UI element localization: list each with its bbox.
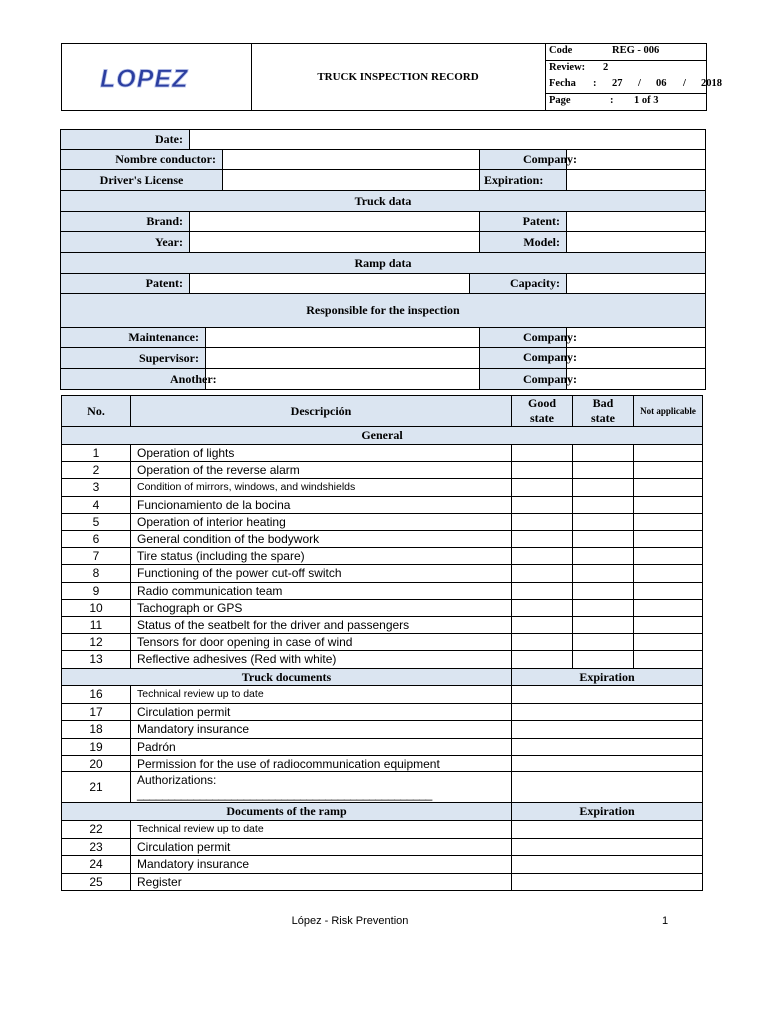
item-number: 25 (61, 873, 131, 892)
review-value: 2 (603, 61, 609, 73)
company-label-2: Company: (523, 330, 578, 344)
item-number: 7 (61, 547, 131, 565)
bad-state-checkbox[interactable] (572, 564, 634, 582)
item-description: Reflective adhesives (Red with white) (130, 650, 512, 668)
document-header (61, 43, 722, 111)
good-state-checkbox[interactable] (511, 599, 573, 617)
col-not-applicable-header: Not applicable (633, 395, 703, 427)
brand-field[interactable] (189, 211, 480, 232)
truck-documents-section: Truck documents (61, 668, 512, 686)
brand-label: Brand: (60, 211, 190, 232)
driver-name-field[interactable] (222, 149, 480, 170)
item-description: Permission for the use of radiocommunication equipment (130, 755, 512, 772)
another-company-field[interactable] (566, 368, 706, 390)
item-description: Register (130, 873, 512, 892)
item-description: Operation of the reverse alarm (130, 461, 512, 479)
not-applicable-checkbox[interactable] (633, 547, 703, 565)
not-applicable-checkbox[interactable] (633, 650, 703, 668)
bad-state-checkbox[interactable] (572, 547, 634, 565)
bad-state-checkbox[interactable] (572, 444, 634, 462)
general-section: General (61, 426, 703, 445)
item-description (130, 771, 512, 803)
bad-state-checkbox[interactable] (572, 530, 634, 548)
authorizations-label: Authorizations: (137, 773, 217, 787)
license-expiration-field[interactable] (566, 169, 706, 191)
bad-state-checkbox[interactable] (572, 582, 634, 600)
item-description: Operation of lights (130, 444, 512, 462)
bad-state-line-2: state (591, 411, 615, 425)
lopez-logo (98, 62, 218, 96)
item-number: 16 (61, 685, 131, 704)
not-applicable-checkbox[interactable] (633, 599, 703, 617)
not-applicable-checkbox[interactable] (633, 633, 703, 651)
svg-text:LOPEZ: LOPEZ (100, 65, 189, 93)
expiration-label: Expiration: (479, 169, 567, 191)
col-good-state-header (511, 395, 573, 427)
ramp-patent-field[interactable] (189, 273, 470, 294)
truck-patent-label: Patent: (479, 211, 567, 232)
good-state-checkbox[interactable] (511, 616, 573, 634)
company-label-1: Company: (523, 152, 578, 166)
responsible-section: Responsible for the inspection (60, 293, 706, 328)
bad-state-checkbox[interactable] (572, 633, 634, 651)
expiration-field[interactable] (511, 820, 703, 839)
date-label: Date: (60, 129, 190, 150)
review-label: Review: (549, 61, 586, 73)
not-applicable-checkbox[interactable] (633, 478, 703, 496)
ramp-patent-label: Patent: (60, 273, 190, 294)
not-applicable-checkbox[interactable] (633, 496, 703, 514)
item-number: 21 (61, 771, 131, 803)
date-field[interactable] (189, 129, 706, 150)
meta-fecha-row (545, 77, 722, 94)
truck-documents-expiration-header: Expiration (511, 668, 703, 686)
col-description-header: Descripción (130, 395, 512, 427)
item-description: Tensors for door opening in case of wind (130, 633, 512, 651)
expiration-field[interactable] (511, 703, 703, 722)
item-description: Circulation permit (130, 703, 512, 722)
item-description: Circulation permit (130, 838, 512, 857)
good-state-checkbox[interactable] (511, 547, 573, 565)
maintenance-label: Maintenance: (60, 327, 206, 348)
meta-code-row (545, 44, 706, 61)
company-label-3: Company: (523, 350, 578, 364)
not-applicable-checkbox[interactable] (633, 461, 703, 479)
item-description: Condition of mirrors, windows, and windshields (130, 478, 512, 496)
item-number: 5 (61, 513, 131, 531)
not-applicable-checkbox[interactable] (633, 616, 703, 634)
bad-state-checkbox[interactable] (572, 599, 634, 617)
supervisor-label: Supervisor: (60, 347, 206, 369)
item-description: Padrón (130, 738, 512, 757)
item-description: Funcionamiento de la bocina (130, 496, 512, 514)
expiration-field[interactable] (511, 838, 703, 857)
logo-cell (62, 44, 252, 110)
page-label: Page (549, 95, 571, 106)
item-description: Technical review up to date (130, 685, 512, 704)
item-number: 18 (61, 720, 131, 739)
supervisor-company-field[interactable] (566, 347, 706, 369)
expiration-field[interactable] (511, 685, 703, 704)
footer-page-number: 1 (662, 915, 669, 927)
not-applicable-checkbox[interactable] (633, 582, 703, 600)
item-description: Technical review up to date (130, 820, 512, 839)
item-number: 19 (61, 738, 131, 757)
fecha-day: 27 (612, 78, 623, 89)
not-applicable-checkbox[interactable] (633, 513, 703, 531)
company-label-4: Company: (523, 372, 578, 386)
not-applicable-checkbox[interactable] (633, 530, 703, 548)
fecha-month: 06 (656, 78, 667, 89)
ramp-data-section: Ramp data (60, 252, 706, 274)
good-state-line-2: state (530, 411, 554, 425)
item-number: 10 (61, 599, 131, 617)
item-number: 2 (61, 461, 131, 479)
page-sep: : (610, 95, 614, 106)
expiration-field[interactable] (511, 771, 703, 803)
model-field[interactable] (566, 231, 706, 253)
inspection-info-table (60, 129, 706, 391)
item-number: 3 (61, 478, 131, 496)
bad-state-checkbox[interactable] (572, 461, 634, 479)
code-value: REG - 006 (612, 45, 660, 56)
item-description: General condition of the bodywork (130, 530, 512, 548)
item-number: 17 (61, 703, 131, 722)
fecha-slash-1: / (638, 78, 641, 89)
authorizations-blank-line[interactable]: _______________________________________________ (137, 787, 432, 801)
truck-patent-field[interactable] (566, 211, 706, 232)
item-number: 24 (61, 855, 131, 874)
col-bad-state-header (572, 395, 634, 427)
drivers-license-label: Driver's License (60, 169, 223, 191)
not-applicable-checkbox[interactable] (633, 444, 703, 462)
item-description: Mandatory insurance (130, 720, 512, 739)
maintenance-company-field[interactable] (566, 327, 706, 348)
bad-state-checkbox[interactable] (572, 616, 634, 634)
item-number: 22 (61, 820, 131, 839)
bad-state-line-1: Bad (592, 396, 614, 410)
item-number: 13 (61, 650, 131, 668)
another-label: Another: (170, 372, 217, 386)
bad-state-checkbox[interactable] (572, 513, 634, 531)
item-number: 12 (61, 633, 131, 651)
item-number: 20 (61, 755, 131, 772)
fecha-label: Fecha (549, 78, 576, 89)
company-field-header[interactable] (566, 149, 706, 170)
good-state-checkbox[interactable] (511, 530, 573, 548)
fecha-year: 2018 (701, 78, 722, 89)
year-label: Year: (60, 231, 190, 253)
supervisor-field[interactable] (205, 347, 480, 369)
not-applicable-checkbox[interactable] (633, 564, 703, 582)
fecha-slash-2: / (683, 78, 686, 89)
good-state-checkbox[interactable] (511, 496, 573, 514)
drivers-license-field[interactable] (222, 169, 480, 191)
item-description: Status of the seatbelt for the driver and passengers (130, 616, 512, 634)
code-label: Code (549, 45, 573, 56)
item-number: 11 (61, 616, 131, 634)
col-no-header: No. (61, 395, 131, 427)
item-number: 6 (61, 530, 131, 548)
another-field[interactable] (205, 368, 480, 390)
expiration-field[interactable] (511, 720, 703, 739)
good-state-checkbox[interactable] (511, 444, 573, 462)
maintenance-field[interactable] (205, 327, 480, 348)
item-description: Operation of interior heating (130, 513, 512, 531)
good-state-checkbox[interactable] (511, 650, 573, 668)
good-state-checkbox[interactable] (511, 461, 573, 479)
year-field[interactable] (189, 231, 480, 253)
truck-data-section: Truck data (60, 190, 706, 212)
document-title: TRUCK INSPECTION RECORD (251, 44, 546, 110)
good-state-checkbox[interactable] (511, 564, 573, 582)
footer-text: López - Risk Prevention (291, 915, 409, 927)
item-number: 1 (61, 444, 131, 462)
bad-state-checkbox[interactable] (572, 478, 634, 496)
expiration-field[interactable] (511, 873, 703, 892)
item-number: 4 (61, 496, 131, 514)
driver-name-label: Nombre conductor: (60, 149, 223, 170)
expiration-field[interactable] (511, 855, 703, 874)
item-description: Tachograph or GPS (130, 599, 512, 617)
meta-page-row (545, 94, 706, 111)
good-state-checkbox[interactable] (511, 633, 573, 651)
inspection-checklist (61, 395, 703, 890)
ramp-documents-section: Documents of the ramp (61, 802, 512, 821)
good-state-checkbox[interactable] (511, 582, 573, 600)
item-number: 8 (61, 564, 131, 582)
item-number: 23 (61, 838, 131, 857)
item-description: Mandatory insurance (130, 855, 512, 874)
page-value: 1 of 3 (634, 95, 659, 106)
document-meta (545, 44, 722, 110)
ramp-documents-expiration-header: Expiration (511, 802, 703, 821)
item-description: Radio communication team (130, 582, 512, 600)
capacity-label: Capacity: (469, 273, 567, 294)
good-state-line-1: Good (527, 396, 556, 410)
bad-state-checkbox[interactable] (572, 496, 634, 514)
bad-state-checkbox[interactable] (572, 650, 634, 668)
meta-review-row (545, 61, 706, 78)
model-label: Model: (479, 231, 567, 253)
expiration-field[interactable] (511, 738, 703, 757)
item-number: 9 (61, 582, 131, 600)
good-state-checkbox[interactable] (511, 478, 573, 496)
good-state-checkbox[interactable] (511, 513, 573, 531)
expiration-field[interactable] (511, 755, 703, 772)
item-description: Functioning of the power cut-off switch (130, 564, 512, 582)
fecha-sep: : (593, 78, 597, 89)
capacity-field[interactable] (566, 273, 706, 294)
item-description: Tire status (including the spare) (130, 547, 512, 565)
